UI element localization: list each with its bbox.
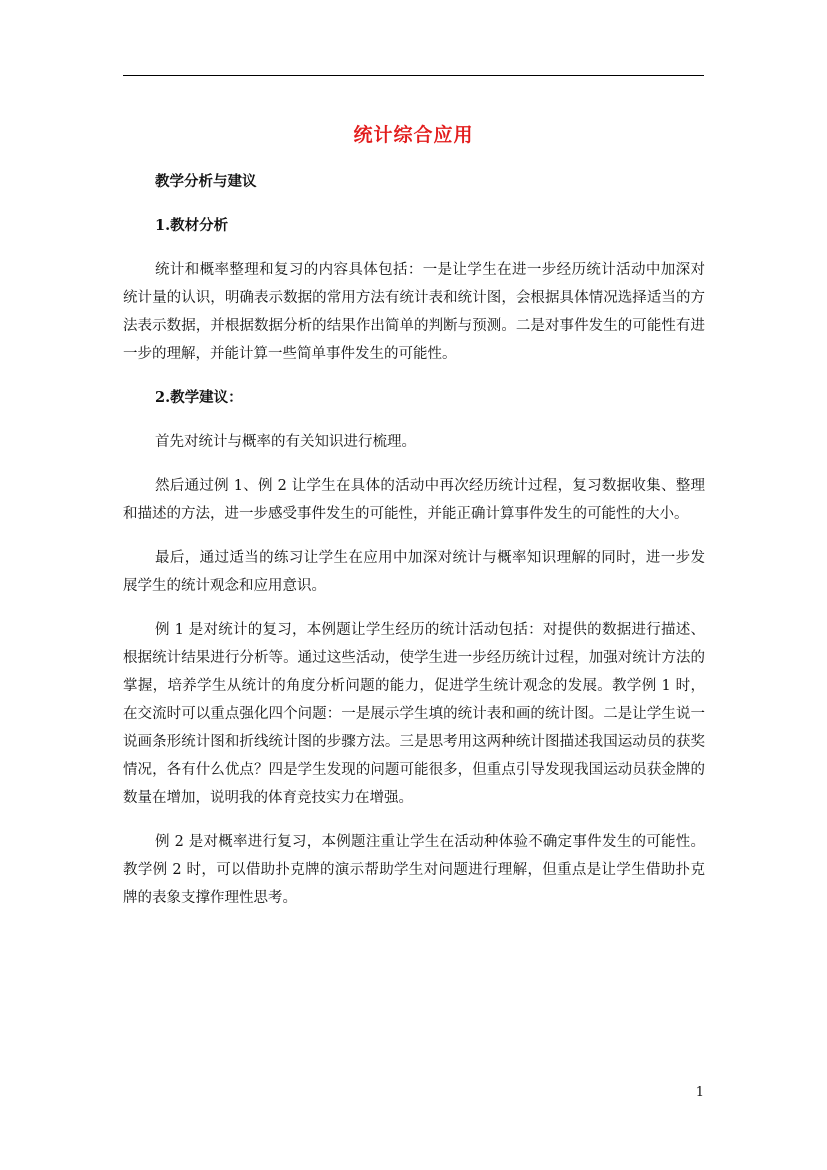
subsection-heading-1: 1.教材分析 — [155, 217, 229, 234]
paragraph-5: 例 1 是对统计的复习，本例题让学生经历的统计活动包括：对提供的数据进行描述、根据统计结果进行分析等。通过这些活动，使学生进一步经历统计过程，加强对统计方法的掌握，培养学生从统计的角度分析问题的能力，促进学生统计观念的发展。教学例 1 时，在交流时可以重点强化四个问题：一是展示学生填的统计表和画的统计图。二是让学生说一说画条形统计图和折线统计图的步骤方法。三是思考用这两种统计图描述我国运动员的获奖情况，各有什么优点？四是学生发现的问题可能很多，但重点引导发现我国运动员获金牌的数量在增加，说明我的体育竞技实力在增强。 — [123, 622, 705, 806]
page-number: 1 — [695, 1085, 704, 1100]
paragraph-2: 首先对统计与概率的有关知识进行梳理。 — [155, 434, 416, 450]
subsection-heading-2: 2.教学建议： — [155, 389, 243, 406]
section-heading: 教学分析与建议 — [155, 173, 257, 190]
paragraph-6: 例 2 是对概率进行复习，本例题注重让学生在活动种体验不确定事件发生的可能性。教学例 2 时，可以借助扑克牌的演示帮助学生对问题进行理解，但重点是让学生借助扑克牌的表象支撑作理性思考。 — [123, 834, 705, 906]
document-title: 统计综合应用 — [353, 124, 474, 146]
document-body — [123, 168, 705, 928]
paragraph-4: 最后，通过适当的练习让学生在应用中加深对统计与概率知识理解的同时，进一步发展学生的统计观念和应用意识。 — [123, 550, 705, 594]
paragraph-1: 统计和概率整理和复习的内容具体包括：一是让学生在进一步经历统计活动中加深对统计量的认识，明确表示数据的常用方法有统计表和统计图，会根据具体情况选择适当的方法表示数据，并根据数据分析的结果作出简单的判断与预测。二是对事件发生的可能性有进一步的理解，并能计算一些简单事件发生的可能性。 — [123, 262, 705, 362]
paragraph-3: 然后通过例 1、例 2 让学生在具体的活动中再次经历统计过程，复习数据收集、整理和描述的方法，进一步感受事件发生的可能性，并能正确计算事件发生的可能性的大小。 — [123, 478, 705, 522]
header-rule — [123, 75, 704, 76]
